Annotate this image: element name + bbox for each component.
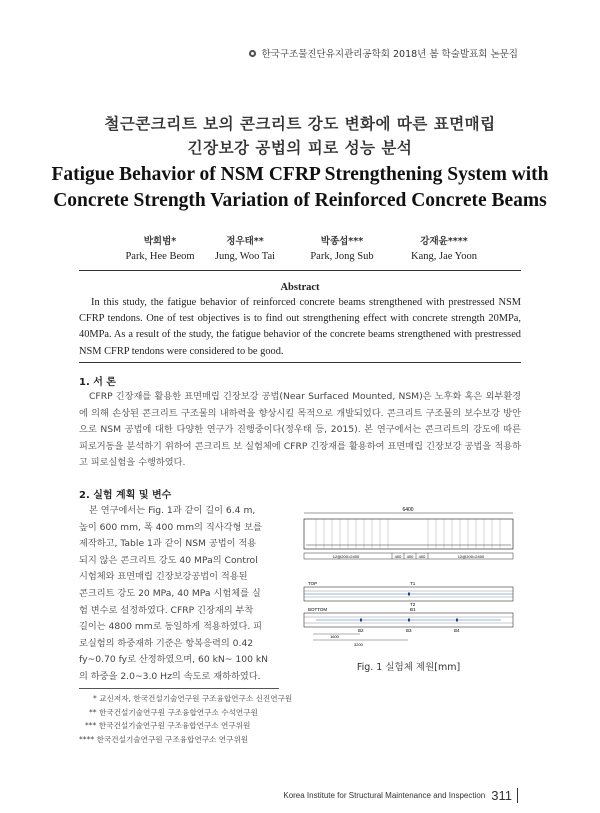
gauge-label: B2: [358, 628, 364, 633]
author-name-ko: 강재윤****: [420, 236, 468, 247]
section-2-heading: 2. 실험 계획 및 변수: [79, 490, 172, 501]
gauge-marker: [408, 593, 410, 596]
journal-name: 한국구조물진단유지관리공학회 2018년 봄 학술발표회 논문집: [261, 49, 518, 60]
divider-top: [79, 270, 521, 271]
dim-label: 3200: [354, 642, 363, 647]
figure-1: [296, 505, 521, 650]
author-name-en: Jung, Woo Tai: [214, 251, 276, 262]
title-english-line2: Concrete Strength Variation of Reinforced Concrete Beams: [53, 190, 547, 211]
body-line: 콘크리트 강도 20 MPa, 40 MPa 시험체를 실: [79, 587, 261, 599]
abstract-body: In this study, the fatigue behavior of reinforced concrete beams strengthened with prestressed NSM CFRP tendons. One of test objectives is to find out strengthening effect with concrete strength 20MPa, 40MPa. As a result of the study, the fatigue behavior of the concrete beams strengthened with prestressed NSM CFRP tendons were considered to be good.: [79, 297, 521, 357]
body-line: 험 변수로 설정하였다. CFRP 긴장재의 부착: [79, 604, 254, 616]
divider-bottom: [79, 362, 521, 363]
body-line: 길이는 4800 mm로 동일하게 적용하였다. 피: [79, 621, 263, 633]
footnote: * 교신저자, 한국건설기술연구원 구조융합연구소 신진연구원: [93, 694, 293, 703]
beam-elevation: [304, 519, 513, 549]
author-name-ko: 정우태**: [226, 236, 264, 247]
footnotes: [79, 692, 292, 746]
title-korean-line2: 긴장보강 공법의 피로 성능 분석: [187, 139, 413, 157]
author-4: [384, 233, 504, 262]
section-1-heading: 1. 서 론: [79, 377, 117, 388]
gauge-label: B1: [410, 607, 416, 612]
section-1-body: CFRP 긴장재를 활용한 표면매립 긴장보강 공법(Near Surfaced Mounted, NSM)은 노후화 혹은 외부환경에 의해 손상된 콘크리트 구조물의 내하력을 향상시킬 목적으로 개발되었다. 콘크리트 구조물의 보수보강 방안으로 NSM 공법에 대한 다양한 연구가 진행중이다(정우태 등, 2015). 본 연구에서는 콘크리트의 강도에 따른 피로거동을 분석하기 위하여 콘크리트 보 실험체에 CFRP 긴장재를 활용하여 표면매립 긴장보강 공법을 적용하고 피로실험을 수행하였다.: [79, 391, 521, 469]
page-number: 311: [491, 788, 518, 803]
footnote: **** 한국건설기술연구원 구조융합연구소 연구위원: [79, 734, 249, 744]
gauge-marker: [408, 619, 410, 622]
footnote-divider: [79, 688, 279, 689]
footer-org: Korea Institute for Structural Maintenance and Inspection: [283, 791, 486, 800]
figure-1-caption: Fig. 1 실험체 제원[mm]: [356, 662, 461, 673]
dim-label: 1600: [330, 634, 339, 639]
author-name-ko: 박희범*: [143, 236, 177, 247]
gauge-label: T2: [410, 602, 416, 607]
page-footer: [283, 788, 518, 803]
author-name-en: Kang, Jae Yoon: [411, 251, 477, 262]
author-name-en: Park, Jong Sub: [310, 251, 374, 262]
beam-specimen-diagram: [296, 505, 521, 650]
body-line: 높이 600 mm, 폭 400 mm의 직사각형 보를: [79, 521, 262, 533]
body-line: 되지 않은 콘크리트 강도 40 MPa의 Control: [79, 554, 258, 566]
gauge-marker: [456, 619, 458, 622]
total-length-label: 6400: [402, 507, 414, 513]
body-line: fy~0.70 fy로 산정하였으며, 60 kN~ 100 kN: [79, 654, 269, 666]
dim-label: 12@200=2400: [332, 554, 360, 559]
dim-label: 400: [406, 554, 414, 559]
footnote: ** 한국건설기술연구원 구조융합연구소 수석연구원: [89, 707, 258, 717]
footnote: *** 한국건설기술연구원 구조융합연구소 연구위원: [85, 721, 251, 730]
journal-logo-icon: [248, 49, 257, 58]
body-line: 시험체와 표면매립 긴장보강공법이 적용된: [79, 571, 248, 583]
body-line: 본 연구에서는 Fig. 1과 같이 길이 6.4 m,: [89, 505, 256, 516]
dim-label: 400: [418, 554, 426, 559]
author-name-ko: 박종섭***: [320, 236, 364, 247]
dim-label: 400: [394, 554, 402, 559]
title-english-line1: Fatigue Behavior of NSM CFRP Strengthening System with: [51, 164, 549, 185]
journal-header: [248, 46, 518, 60]
body-line: 제작하고, Table 1과 같이 NSM 공법이 적용: [79, 538, 257, 550]
bottom-plan-label: BOTTOM: [308, 607, 328, 612]
gauge-marker: [360, 619, 362, 622]
gauge-label: B4: [454, 628, 460, 633]
top-plan-label: TOP: [308, 581, 318, 586]
gauge-label: T1: [410, 581, 416, 586]
body-line: 로실험의 하중재하 기준은 항복응력의 0.42: [79, 637, 254, 649]
body-line: 의 하중을 2.0~3.0 Hz의 속도로 재하하였다.: [79, 670, 261, 682]
dim-label: 12@200=2400: [457, 554, 485, 559]
abstract-heading: Abstract: [280, 282, 320, 293]
section-2-body: [79, 503, 284, 686]
title-korean-line1: 철근콘크리트 보의 콘크리트 강도 변화에 따른 표면매립: [104, 115, 496, 133]
gauge-label: B3: [406, 628, 412, 633]
author-name-en: Park, Hee Beom: [125, 251, 195, 262]
